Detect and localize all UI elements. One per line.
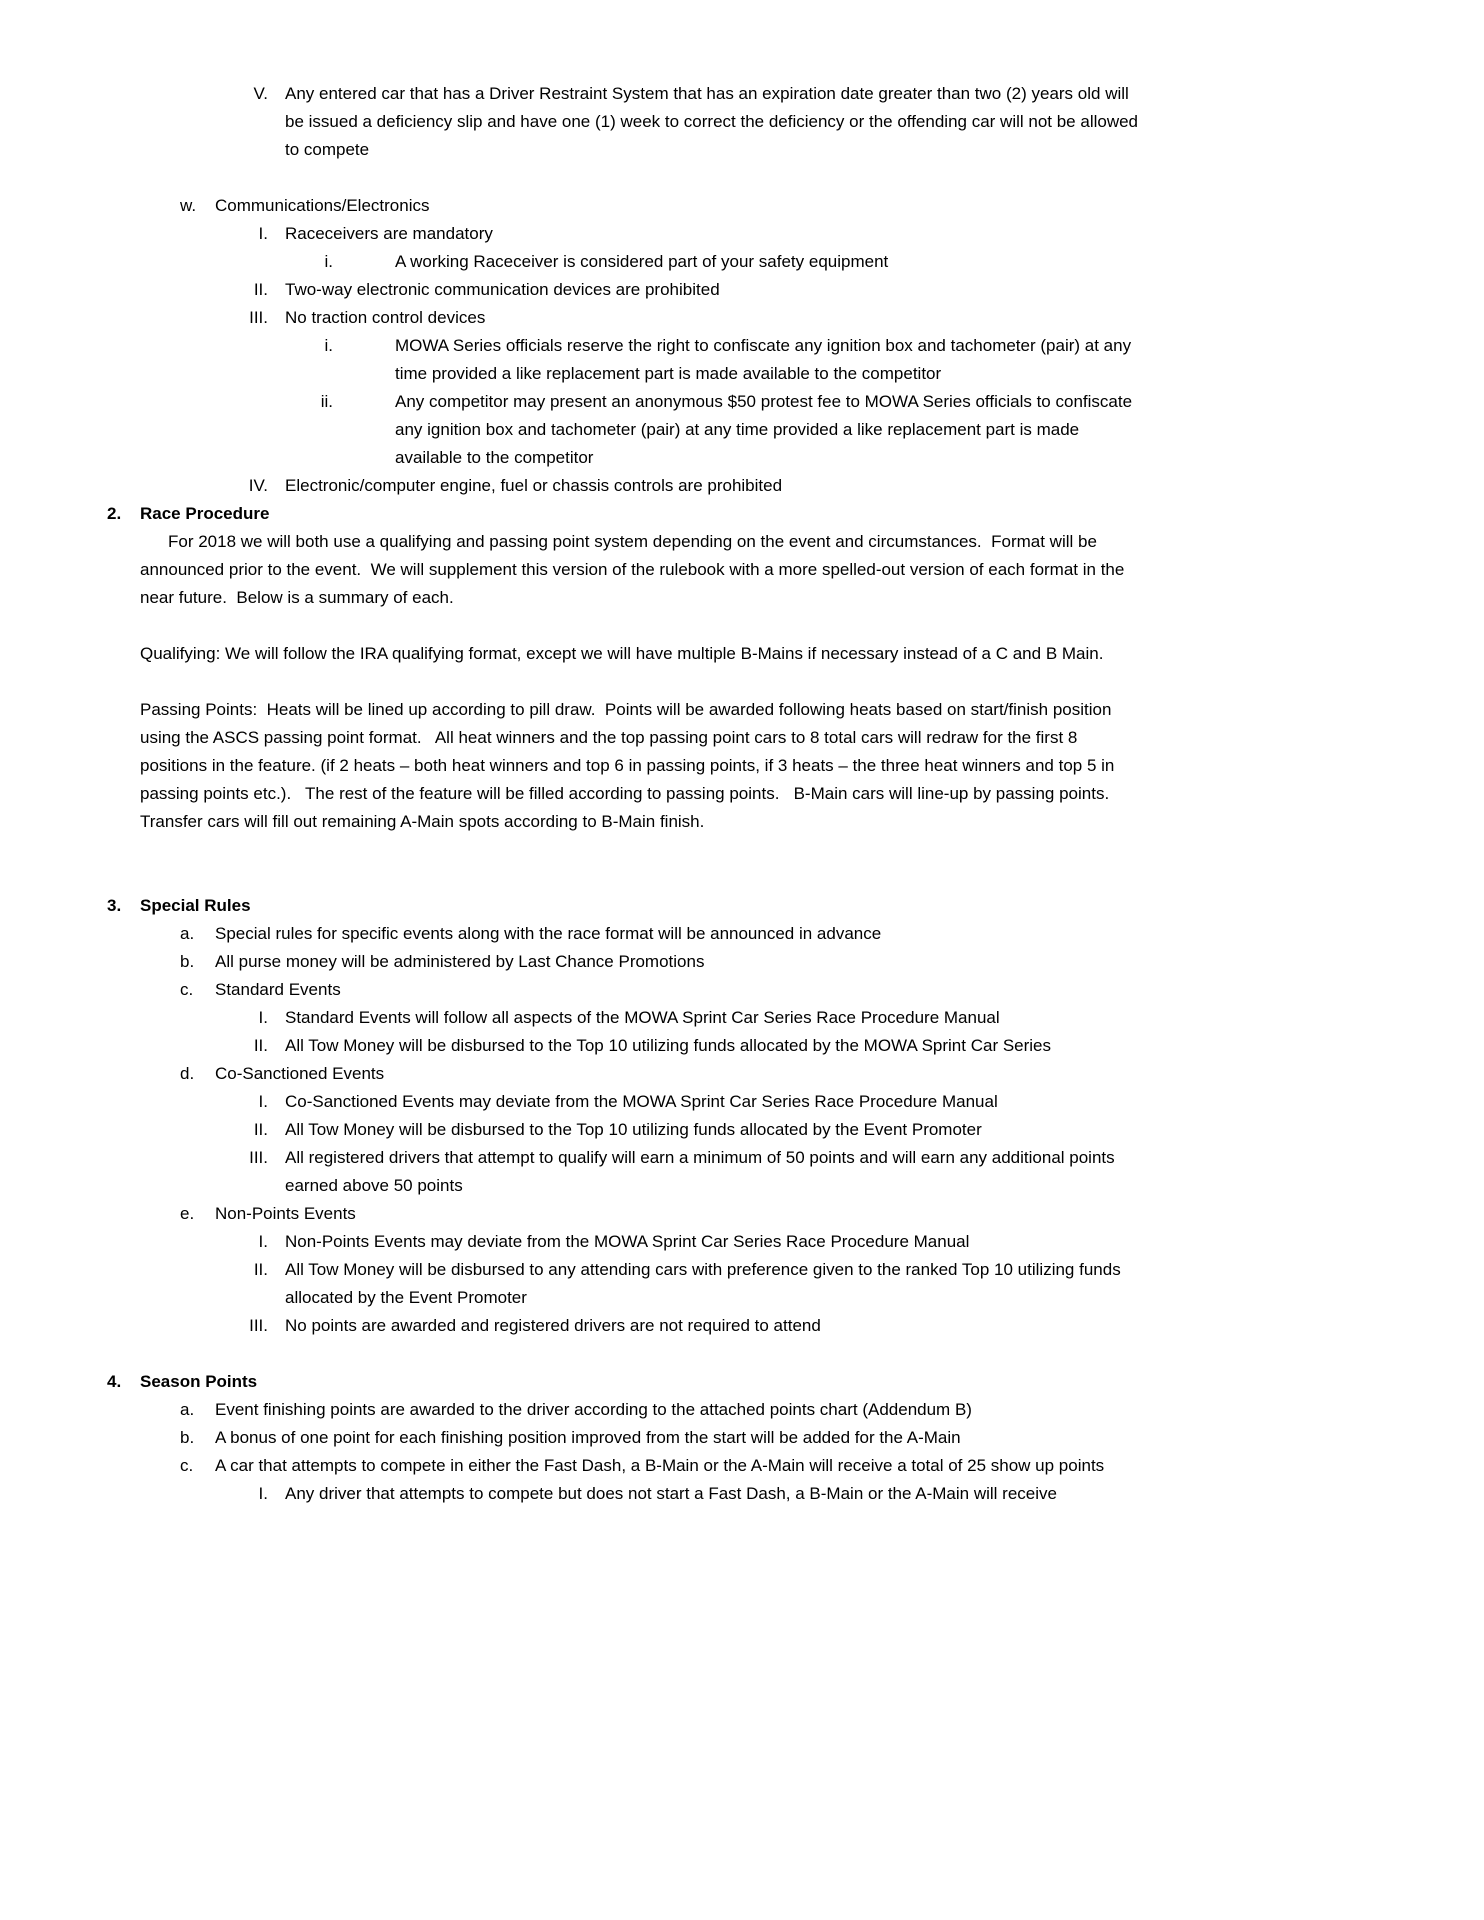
paragraph: Passing Points: Heats will be lined up according to pill draw. Points will be awarded following heats based on start/finish position using the ASCS passing point format. All heat winners and the top passing point cars to 8 total cars will redraw for the first 8 positions in the feature. (if 2 heats – both heat winners and top 6 in passing points, if 3 heats – the three heat winners and top 5 in passing points etc.). The rest of the feature will be filled according to passing points. B-Main cars will line-up by passing points. Transfer cars will fill out remaining A-Main spots according to B-Main finish. (140, 700, 1120, 831)
list-item-text: Co-Sanctioned Events may deviate from the MOWA Sprint Car Series Race Procedure Manual (285, 1092, 998, 1111)
list-item-label: w. (180, 196, 197, 215)
list-item-label: I. (258, 1484, 268, 1503)
list-item (107, 1004, 1140, 1032)
list-item-label: I. (258, 224, 268, 243)
blank-line (107, 836, 1140, 864)
list-item-label: III. (249, 308, 268, 327)
section-title: Race Procedure (140, 504, 270, 523)
list-item-text: All Tow Money will be disbursed to any attending cars with preference given to the ranked Top 10 utilizing funds allocated by the Event Promoter (285, 1260, 1126, 1307)
list-item-label: I. (258, 1008, 268, 1027)
list-item-label: d. (180, 1064, 195, 1083)
list-item (107, 948, 1140, 976)
paragraph: For 2018 we will both use a qualifying and passing point system depending on the event and circumstances. Format will be announced prior to the event. We will supplement this version of the rulebook with a more spelled-out version of each format in the near future. Below is a summary of each. (140, 532, 1130, 607)
list-item-label: c. (180, 980, 194, 999)
list-item (107, 920, 1140, 948)
list-item-label: IV. (248, 476, 268, 495)
blank-line (107, 668, 1140, 696)
section-heading (107, 1368, 1140, 1396)
list-item-text: Event finishing points are awarded to the driver according to the attached points chart (Addendum B) (215, 1400, 972, 1419)
list-item-text: Standard Events will follow all aspects of the MOWA Sprint Car Series Race Procedure Manual (285, 1008, 1000, 1027)
list-item-text: Communications/Electronics (215, 196, 430, 215)
list-item-label: ii. (320, 392, 333, 411)
list-item (107, 472, 1140, 500)
list-item-text: No traction control devices (285, 308, 486, 327)
list-item (107, 1060, 1140, 1088)
section-title: Special Rules (140, 896, 251, 915)
list-item-text: Co-Sanctioned Events (215, 1064, 385, 1083)
list-item-label: I. (258, 1092, 268, 1111)
blank-line (107, 164, 1140, 192)
list-item-text: A bonus of one point for each finishing position improved from the start will be added for the A-Main (215, 1428, 961, 1447)
list-item-label: c. (180, 1456, 194, 1475)
list-item (107, 192, 1140, 220)
list-item-label: II. (253, 1260, 268, 1279)
section-number: 4. (107, 1372, 122, 1391)
list-item-label: b. (180, 952, 195, 971)
list-item (107, 1312, 1140, 1340)
list-item-label: I. (258, 1232, 268, 1251)
list-item-text: A car that attempts to compete in either the Fast Dash, a B-Main or the A-Main will receive a total of 25 show up points (215, 1456, 1105, 1475)
list-item (107, 388, 1140, 472)
list-item-text: Non-Points Events may deviate from the MOWA Sprint Car Series Race Procedure Manual (285, 1232, 970, 1251)
list-item-text: Any driver that attempts to compete but does not start a Fast Dash, a B-Main or the A-Main will receive (285, 1484, 1057, 1503)
list-item-label: b. (180, 1428, 195, 1447)
list-item (107, 976, 1140, 1004)
list-item (107, 1480, 1140, 1508)
list-item (107, 1088, 1140, 1116)
list-item-label: a. (180, 1400, 195, 1419)
list-item (107, 332, 1140, 388)
section-number: 3. (107, 896, 122, 915)
list-item-text: Raceceivers are mandatory (285, 224, 493, 243)
list-item-text: No points are awarded and registered drivers are not required to attend (285, 1316, 821, 1335)
list-item-text: Special rules for specific events along with the race format will be announced in advance (215, 924, 882, 943)
list-item-text: Any entered car that has a Driver Restraint System that has an expiration date greater than two (2) years old will be issued a deficiency slip and have one (1) week to correct the deficiency or the offending car will not be allowed to compete (285, 84, 1143, 159)
list-item-text: Any competitor may present an anonymous $50 protest fee to MOWA Series officials to confiscate any ignition box and tachometer (pair) at any time provided a like replacement part is made available to the competitor (395, 392, 1137, 467)
list-item-label: V. (253, 84, 268, 103)
section-title: Season Points (140, 1372, 258, 1391)
list-item-text: All registered drivers that attempt to qualify will earn a minimum of 50 points and will earn any additional points earned above 50 points (285, 1148, 1120, 1195)
list-item-label: i. (324, 336, 333, 355)
list-item-text: Non-Points Events (215, 1204, 356, 1223)
paragraph: Qualifying: We will follow the IRA qualifying format, except we will have multiple B-Mains if necessary instead of a C and B Main. (140, 644, 1104, 663)
list-item (107, 1228, 1140, 1256)
blank-line (107, 1340, 1140, 1368)
list-item-text: MOWA Series officials reserve the right to confiscate any ignition box and tachometer (pair) at any time provided a like replacement part is made available to the competitor (395, 336, 1136, 383)
section-heading (107, 500, 1140, 528)
list-item (107, 1256, 1140, 1312)
list-item-label: i. (324, 252, 333, 271)
list-item-label: e. (180, 1204, 195, 1223)
list-item-label: II. (253, 1120, 268, 1139)
list-item (107, 248, 1140, 276)
list-item-text: Electronic/computer engine, fuel or chassis controls are prohibited (285, 476, 783, 495)
list-item-text: All purse money will be administered by Last Chance Promotions (215, 952, 705, 971)
list-item-text: A working Raceceiver is considered part of your safety equipment (395, 252, 889, 271)
list-item-label: III. (249, 1148, 268, 1167)
list-item-label: a. (180, 924, 195, 943)
list-item (107, 80, 1143, 164)
document-body (107, 80, 1143, 1508)
list-item-label: II. (253, 280, 268, 299)
blank-line (107, 864, 1140, 892)
list-item-label: III. (249, 1316, 268, 1335)
blank-line (107, 612, 1140, 640)
list-item (107, 220, 1140, 248)
list-item (107, 304, 1140, 332)
list-item-label: II. (253, 1036, 268, 1055)
list-item (107, 1032, 1140, 1060)
list-item (107, 1424, 1140, 1452)
list-item (107, 1200, 1140, 1228)
list-item-text: Two-way electronic communication devices are prohibited (285, 280, 720, 299)
list-item-text: All Tow Money will be disbursed to the Top 10 utilizing funds allocated by the MOWA Sprint Car Series (285, 1036, 1052, 1055)
list-item (107, 1452, 1140, 1480)
list-item (107, 1144, 1140, 1200)
list-item (107, 1396, 1140, 1424)
list-item-text: Standard Events (215, 980, 341, 999)
list-item-text: All Tow Money will be disbursed to the Top 10 utilizing funds allocated by the Event Promoter (285, 1120, 982, 1139)
section-heading (107, 892, 1140, 920)
section-number: 2. (107, 504, 122, 523)
list-item (107, 276, 1140, 304)
list-item (107, 1116, 1140, 1144)
